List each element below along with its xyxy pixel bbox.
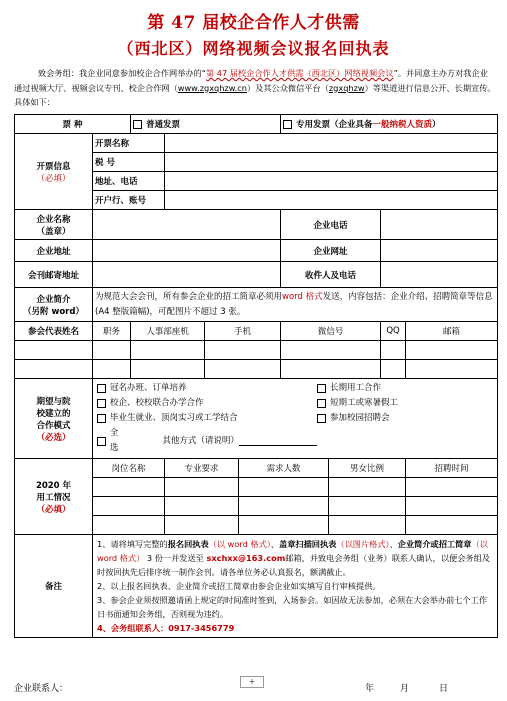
- jobs-col-ratio: 男女比例: [329, 459, 406, 478]
- reps-cell[interactable]: [381, 360, 406, 379]
- note-1: 1、请将填写完整的报名回执表（以 word 格式）、盖章扫描回执表（以图片格式）、企业简介或招工简章（以 word 格式） 3 份一并发送至 sxchxx@163.com邮箱，并致电会务组（业务）联系人确认，以便会务组及时按回执先后排序统一制作会刊。请各单位务必认真报名，额满截止。: [97, 539, 490, 577]
- jobs-col-time: 招聘时间: [406, 459, 498, 478]
- receiver-input[interactable]: [381, 262, 498, 288]
- jobs-cell[interactable]: [165, 516, 239, 535]
- footer-year: 年: [365, 684, 375, 694]
- jobs-col-position: 岗位名称: [93, 459, 165, 478]
- checkbox[interactable]: [97, 414, 106, 423]
- intro-text-1: 致会务组：我企业同意参加校企合作网举办的“: [38, 68, 206, 78]
- note-3: 3、参会企业须按照邀请函上规定的时间准时签到，入场参会。如因故无法参加，必须在大会举办前七个工作日书面通知会务组，否则视为违约。: [97, 595, 488, 619]
- company-name-input[interactable]: [93, 210, 281, 240]
- reps-cell[interactable]: [15, 360, 93, 379]
- jobs-cell[interactable]: [93, 497, 165, 516]
- ticket-label: 票 种: [15, 115, 131, 134]
- invoice-field-name: 开票名称: [93, 134, 165, 153]
- mail-address-label: 会刊邮寄地址: [15, 262, 93, 288]
- invoice-field-bank: 开户行、账号: [93, 191, 165, 210]
- coop-other-input[interactable]: [239, 436, 317, 446]
- company-address-label: 企业地址: [15, 240, 93, 262]
- coop-option-sponsor[interactable]: 冠名办班、订单培养: [97, 381, 317, 396]
- coop-option-job-fair[interactable]: 参加校园招聘会: [317, 411, 398, 426]
- reps-cell[interactable]: [93, 360, 131, 379]
- intro-wechat: zgxqhzw: [328, 82, 365, 93]
- title-line-1: 第 47 届校企合作人才供需: [147, 13, 360, 33]
- company-address-input[interactable]: [93, 240, 281, 262]
- checkbox[interactable]: [317, 414, 326, 423]
- jobs-cell[interactable]: [329, 478, 406, 497]
- coop-option-long-term[interactable]: 长期用工合作: [317, 381, 398, 396]
- checkbox[interactable]: [283, 120, 292, 129]
- footer-day: 日: [439, 684, 449, 694]
- reps-cell[interactable]: [131, 360, 205, 379]
- reps-cell[interactable]: [406, 360, 498, 379]
- reps-col-wechat: 微信号: [281, 322, 381, 341]
- registration-table: [14, 114, 498, 638]
- note-2: 2、以上报名回执表、企业简介或招工简章由参会企业如实填写自行审核提供。: [97, 581, 381, 591]
- jobs-label: 2020 年 用工情况 （必填）: [15, 459, 93, 535]
- intro-paragraph: [14, 66, 496, 110]
- intro-text-3: ）及其公众微信平台（: [246, 82, 329, 93]
- title-line-2: （西北区）网络视频会议报名回执表: [117, 39, 390, 58]
- reps-col-landline: 人事部座机: [131, 322, 205, 341]
- reps-cell[interactable]: [205, 341, 281, 360]
- reps-cell[interactable]: [281, 360, 381, 379]
- mail-address-input[interactable]: [93, 262, 281, 288]
- jobs-cell[interactable]: [93, 516, 165, 535]
- invoice-taxno-input[interactable]: [165, 153, 498, 172]
- reps-cell[interactable]: [381, 341, 406, 360]
- checkbox[interactable]: [97, 384, 106, 393]
- reps-cell[interactable]: [15, 341, 93, 360]
- invoice-field-taxno: 税 号: [93, 153, 165, 172]
- footer-contact-label: 企业联系人：: [14, 684, 69, 694]
- jobs-cell[interactable]: [406, 478, 498, 497]
- company-intro-note: 为规范大会会刊，所有参会企业的招工简章必须用word 格式发送，内容包括：企业介绍、招聘简章等信息(A4 整版篇幅)，可配图片不超过 3 张。: [93, 288, 498, 322]
- invoice-address-input[interactable]: [165, 172, 498, 191]
- jobs-cell[interactable]: [406, 516, 498, 535]
- jobs-col-count: 需求人数: [239, 459, 329, 478]
- jobs-cell[interactable]: [239, 516, 329, 535]
- checkbox[interactable]: [97, 399, 106, 408]
- jobs-cell[interactable]: [239, 478, 329, 497]
- footer-month: 月: [400, 684, 410, 694]
- reps-cell[interactable]: [93, 341, 131, 360]
- invoice-name-input[interactable]: [165, 134, 498, 153]
- coop-options: [93, 379, 498, 459]
- coop-option-joint-school[interactable]: 校企、校校联合办学合作: [97, 396, 317, 411]
- company-phone-label: 企业电话: [281, 210, 381, 240]
- ticket-option-normal[interactable]: 普通发票: [131, 115, 281, 134]
- reps-cell[interactable]: [205, 360, 281, 379]
- company-intro-label: 企业简介 （另附 word）: [15, 288, 93, 322]
- checkbox[interactable]: [317, 399, 326, 408]
- coop-option-all[interactable]: 全选 其他方式（请说明）: [97, 426, 317, 456]
- notes-label: 备注: [15, 535, 93, 638]
- jobs-cell[interactable]: [329, 497, 406, 516]
- coop-option-internship[interactable]: 毕业生就业、顶岗实习或工学结合: [97, 411, 317, 426]
- notes-content: [93, 535, 498, 638]
- company-name-label: 企业名称 （盖章）: [15, 210, 93, 240]
- coop-option-short-term[interactable]: 短期工或寒暑假工: [317, 396, 398, 411]
- jobs-cell[interactable]: [93, 478, 165, 497]
- reps-cell[interactable]: [281, 341, 381, 360]
- invoice-field-address: 地址、电话: [93, 172, 165, 191]
- company-phone-input[interactable]: [381, 210, 498, 240]
- jobs-cell[interactable]: [165, 478, 239, 497]
- ticket-option-special[interactable]: 专用发票（企业具备一般纳税人资质）: [281, 115, 498, 134]
- jobs-cell[interactable]: [329, 516, 406, 535]
- checkbox[interactable]: [97, 437, 106, 446]
- jobs-col-major: 专业要求: [165, 459, 239, 478]
- checkbox[interactable]: [317, 384, 326, 393]
- reps-col-mobile: 手机: [205, 322, 281, 341]
- company-website-label: 企业网址: [281, 240, 381, 262]
- add-row-button[interactable]: +: [240, 676, 264, 688]
- invoice-section-label: 开票信息 （必填）: [15, 134, 93, 210]
- coop-label: 期望与院 校建立的 合作模式 （必选）: [15, 379, 93, 459]
- reps-cell[interactable]: [131, 341, 205, 360]
- intro-site-link[interactable]: www.zgxqhzw.cn: [177, 82, 247, 93]
- intro-text-4: ）等渠道进行信息公开、长期宣传。具体如下：: [14, 82, 496, 107]
- jobs-cell[interactable]: [165, 497, 239, 516]
- reps-col-email: 邮箱: [406, 322, 498, 341]
- invoice-bank-input[interactable]: [165, 191, 498, 210]
- checkbox[interactable]: [133, 120, 142, 129]
- receiver-label: 收件人及电话: [281, 262, 381, 288]
- jobs-cell[interactable]: [406, 497, 498, 516]
- reps-cell[interactable]: [406, 341, 498, 360]
- reps-col-qq: QQ: [381, 322, 406, 341]
- company-website-input[interactable]: [381, 240, 498, 262]
- note-4-contact: 4、会务组联系人：0917-3456779: [97, 623, 235, 633]
- reps-col-title: 职务: [93, 322, 131, 341]
- reps-label: 参会代表姓名: [15, 322, 93, 341]
- intro-event-name: 第 47 届校企合作人才供需（西北区）网络视频会议: [206, 68, 394, 78]
- jobs-cell[interactable]: [239, 497, 329, 516]
- intro-text-2: ”。并同意主办方对我企业通过视频大厅、视频会议专刊、校企合作网（: [14, 68, 488, 93]
